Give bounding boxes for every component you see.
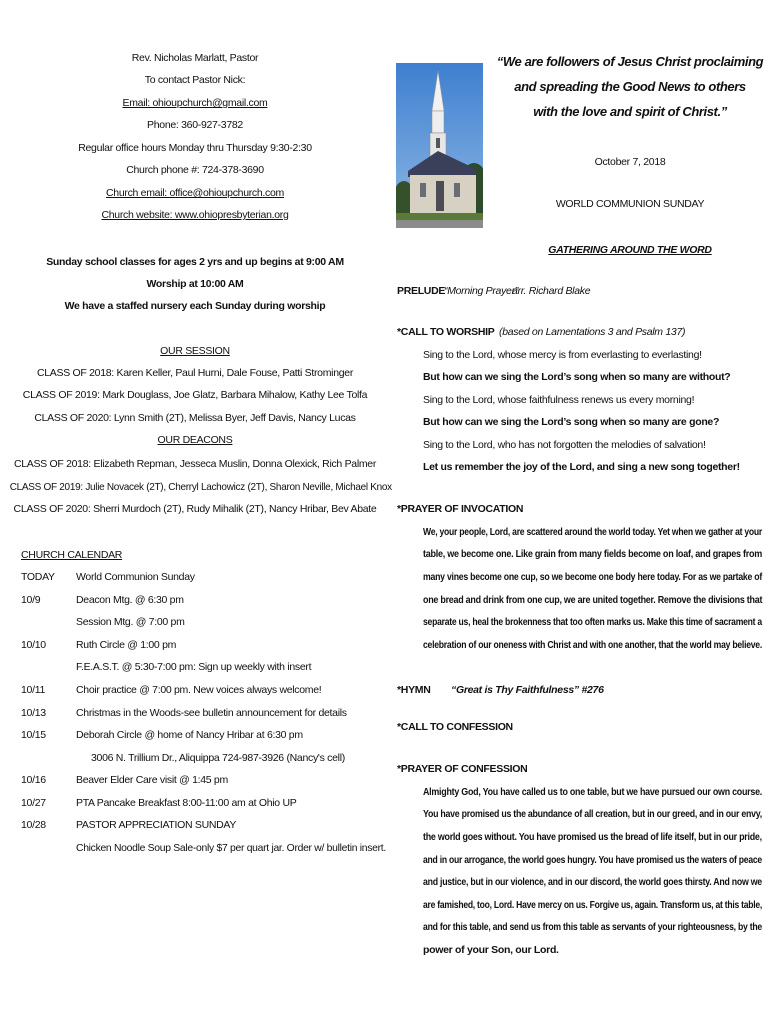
call-to-worship-source: (based on Lamentations 3 and Psalm 137) [499, 326, 686, 338]
prelude-arranger: arr. Richard Blake [512, 285, 591, 297]
calendar-date: 10/28 [21, 819, 46, 831]
confession-line: You have promised us the abundance of all creation, but in our greed, and in our envy, [423, 808, 762, 820]
session-class-2020: CLASS OF 2020: Lynn Smith (2T), Melissa Byer, Jeff Davis, Nancy Lucas [34, 412, 356, 424]
calendar-event: Beaver Elder Care visit @ 1:45 pm [76, 774, 228, 786]
calendar-event: Chicken Noodle Soup Sale-only $7 per quart jar. Order w/ bulletin insert. [76, 842, 386, 854]
session-heading: OUR SESSION [160, 345, 230, 357]
calendar-date: 10/27 [21, 797, 46, 809]
pastor-name: Rev. Nicholas Marlatt, Pastor [131, 52, 259, 64]
calendar-event: World Communion Sunday [76, 571, 195, 583]
calendar-event: F.E.A.S.T. @ 5:30-7:00 pm: Sign up weekly with insert [76, 661, 312, 673]
calendar-date: 10/16 [21, 774, 46, 786]
office-hours: Regular office hours Monday thru Thursday 9:30-2:30 [78, 142, 312, 154]
call-line-leader: Sing to the Lord, whose faithfulness renews us every morning! [423, 394, 695, 406]
calendar-event: Choir practice @ 7:00 pm. New voices always welcome! [76, 684, 322, 696]
call-line-leader: Sing to the Lord, whose mercy is from everlasting to everlasting! [423, 349, 702, 361]
invocation-label: *PRAYER OF INVOCATION [397, 503, 524, 515]
calendar-event: Deborah Circle @ home of Nancy Hribar at 6:30 pm [76, 729, 303, 741]
motto-line-2: and spreading the Good News to others [514, 79, 746, 94]
call-line-people: But how can we sing the Lord’s song when so many are without? [423, 371, 731, 383]
church-phone: Church phone #: 724-378-3690 [126, 164, 264, 176]
confession-line: and justice, but in our violence, and in our discord, the world goes thirsty. And now we [423, 876, 762, 888]
confession-label: *PRAYER OF CONFESSION [397, 763, 528, 775]
call-line-people: Let us remember the joy of the Lord, and sing a new song together! [423, 461, 740, 473]
session-class-2018: CLASS OF 2018: Karen Keller, Paul Hurni, Dale Fouse, Patti Strominger [36, 367, 354, 379]
nursery-info: We have a staffed nursery each Sunday during worship [64, 300, 326, 312]
sunday-school-info: Sunday school classes for ages 2 yrs and up begins at 9:00 AM [46, 256, 344, 268]
session-class-2019: CLASS OF 2019: Mark Douglass, Joe Glatz, Barbara Mihalow, Kathy Lee Tolfa [22, 389, 368, 401]
confession-line: and in our arrogance, the world goes hungry. You have promised us the waters of peace [423, 854, 762, 866]
invocation-line: table, we become one. Like grain from many fields become on loaf, and grapes from [423, 548, 762, 560]
call-to-worship-label: *CALL TO WORSHIP [397, 326, 495, 338]
call-line-people: But how can we sing the Lord’s song when so many are gone? [423, 416, 720, 428]
confession-line: the world goes without. You have promised us the bread of life itself, but in our pride, [423, 831, 762, 843]
deacons-heading: OUR DEACONS [157, 434, 233, 446]
service-occasion: WORLD COMMUNION SUNDAY [555, 198, 705, 210]
gathering-heading: GATHERING AROUND THE WORD [548, 244, 712, 256]
confession-line: Almighty God, You have called us to one table, but we have pursued our own course. [423, 786, 762, 798]
calendar-event: Ruth Circle @ 1:00 pm [76, 639, 177, 651]
pastor-email[interactable]: Email: ohioupchurch@gmail.com [122, 97, 268, 109]
calendar-date: 10/9 [21, 594, 41, 606]
deacons-class-2018: CLASS OF 2018: Elizabeth Repman, Jesseca Muslin, Donna Olexick, Rich Palmer [13, 458, 377, 470]
hymn-title: “Great is Thy Faithfulness” #276 [451, 684, 604, 696]
hymn-label: *HYMN [397, 684, 431, 696]
calendar-date: 10/13 [21, 707, 46, 719]
church-photo [396, 63, 483, 228]
invocation-line: many vines become one cup, so we become one body here today. For as we partake of [423, 571, 763, 583]
calendar-event: Deacon Mtg. @ 6:30 pm [76, 594, 184, 606]
calendar-event: PTA Pancake Breakfast 8:00-11:00 am at Ohio UP [76, 797, 297, 809]
invocation-line: celebration of our oneness with Christ and with one another, that the world may believe. [423, 639, 763, 651]
calendar-date: 10/15 [21, 729, 46, 741]
invocation-line: We, your people, Lord, are scattered around the world today. Yet when we gather at your [423, 526, 762, 538]
prelude-title: “Morning Prayer” [444, 285, 518, 297]
pastor-phone: Phone: 360-927-3782 [147, 119, 243, 131]
church-email[interactable]: Church email: office@ohioupchurch.com [106, 187, 284, 199]
invocation-line: separate us, heal the brokenness that too often marks us. Make this time of sacrament a [423, 616, 762, 628]
church-building-illustration [396, 63, 483, 228]
invocation-line: one bread and drink from one cup, we are united together. Remove the divisions that [423, 594, 763, 606]
confession-line: are famished, too, Lord. Have mercy on us. Forgive us, again. Transform us, at this table, [423, 899, 762, 911]
confession-line: power of your Son, our Lord. [423, 944, 559, 956]
confession-line: and for this table, and send us from this table as servants of your righteousness, by the [423, 921, 762, 933]
calendar-date: 10/10 [21, 639, 46, 651]
call-to-confession-label: *CALL TO CONFESSION [397, 721, 513, 733]
deacons-class-2019: CLASS OF 2019: Julie Novacek (2T), Cherryl Lachowicz (2T), Sharon Neville, Michael Knox [9, 481, 392, 493]
church-website[interactable]: Church website: www.ohiopresbyterian.org [101, 209, 289, 221]
calendar-date: TODAY [21, 571, 55, 583]
calendar-event: PASTOR APPRECIATION SUNDAY [76, 819, 237, 831]
calendar-event: Christmas in the Woods-see bulletin announcement for details [76, 707, 347, 719]
calendar-event: 3006 N. Trillium Dr., Aliquippa 724-987-3926 (Nancy's cell) [91, 752, 345, 764]
calendar-event: Session Mtg. @ 7:00 pm [76, 616, 185, 628]
motto-line-3: with the love and spirit of Christ.” [533, 104, 727, 119]
calendar-date: 10/11 [21, 684, 45, 696]
calendar-heading: CHURCH CALENDAR [21, 549, 123, 561]
pastor-contact-heading: To contact Pastor Nick: [144, 74, 246, 86]
motto-line-1: “We are followers of Jesus Christ proclaiming [496, 54, 764, 69]
deacons-class-2020: CLASS OF 2020: Sherri Murdoch (2T), Rudy Mihalik (2T), Nancy Hribar, Bev Abate [13, 503, 377, 515]
prelude-label: PRELUDE [397, 285, 446, 297]
service-date: October 7, 2018 [594, 156, 666, 168]
worship-time: Worship at 10:00 AM [146, 278, 244, 290]
call-line-leader: Sing to the Lord, who has not forgotten the melodies of salvation! [423, 439, 706, 451]
